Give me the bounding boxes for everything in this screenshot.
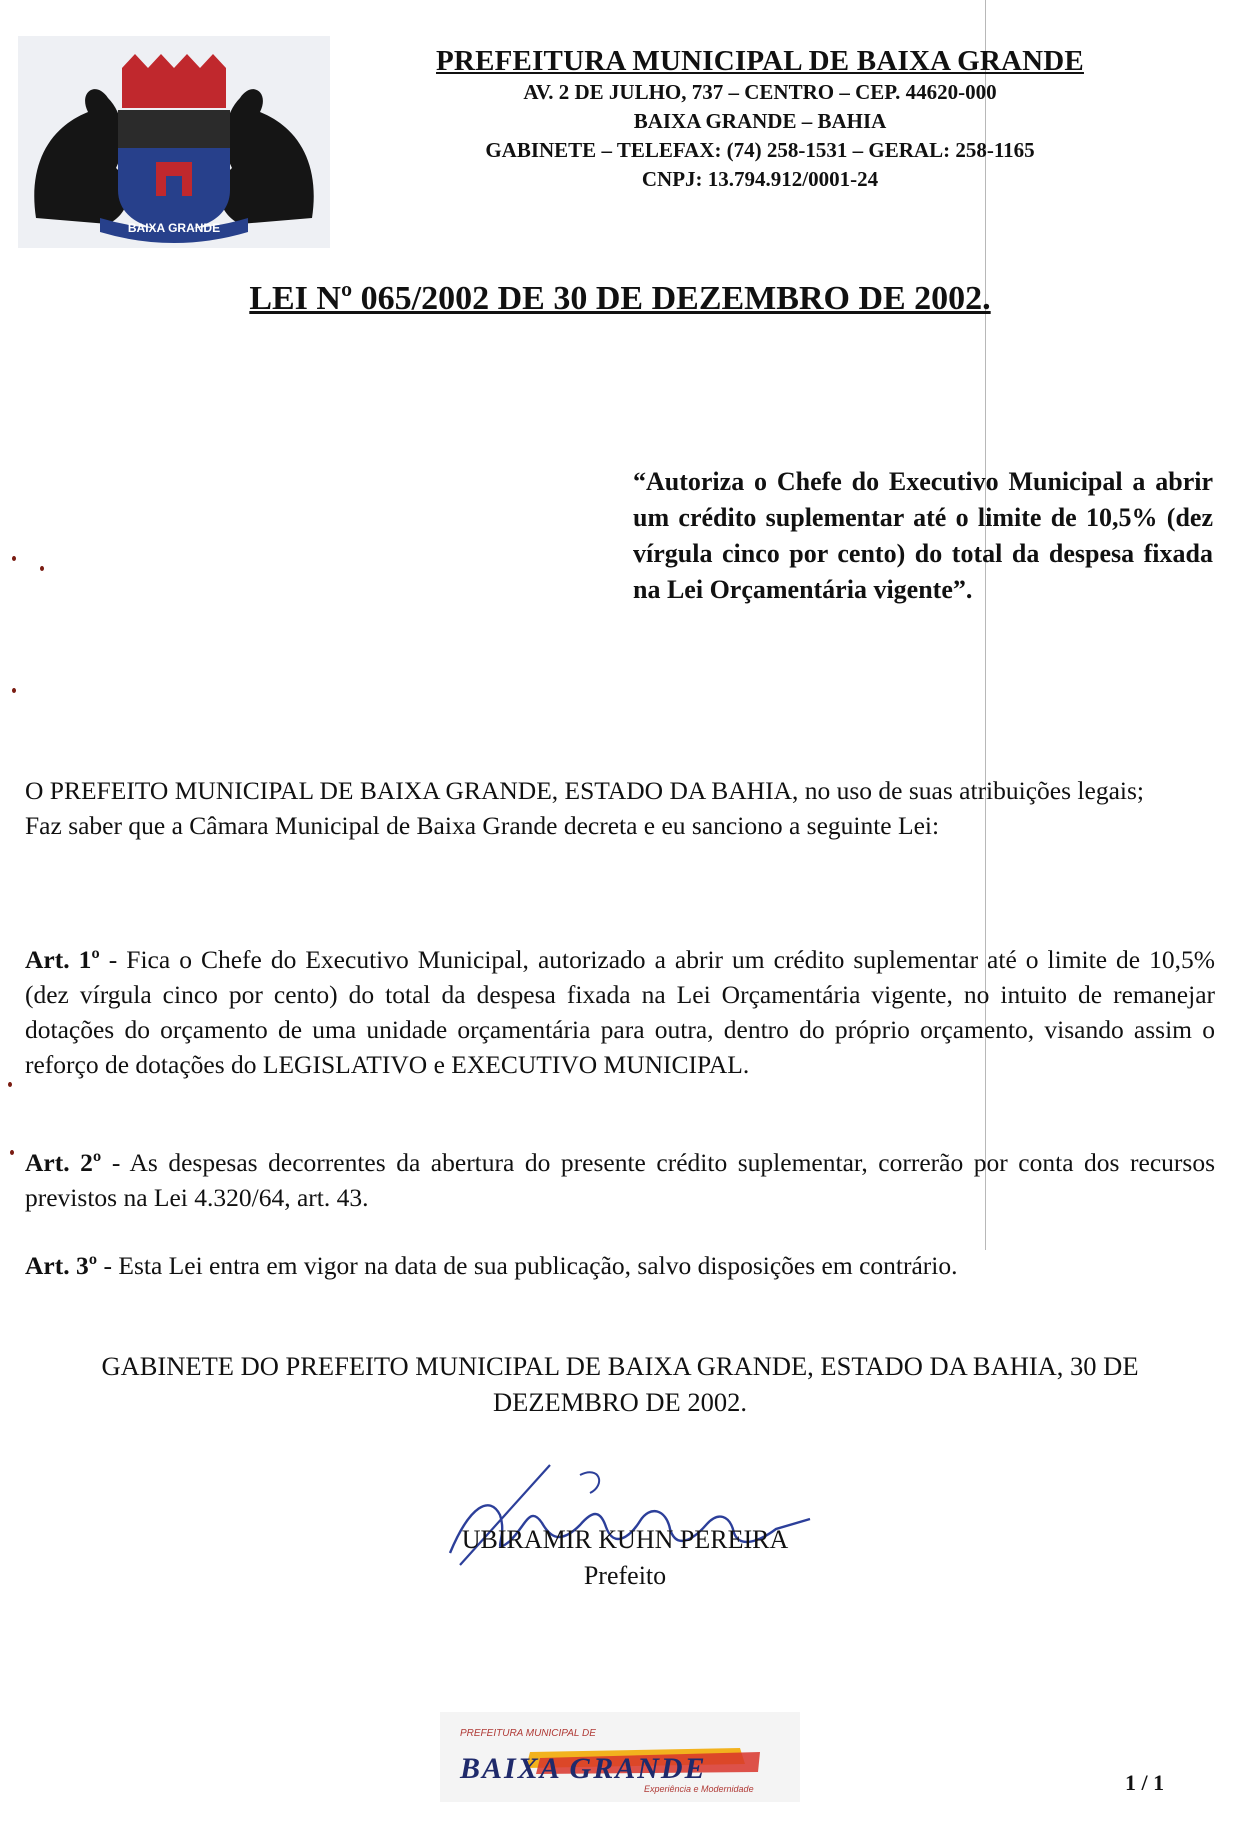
article-3-text: - Esta Lei entra em vigor na data de sua publicação, salvo disposições em contrário. <box>97 1251 958 1280</box>
footer-logo-tagline: Experiência e Modernidade <box>644 1784 754 1794</box>
signer-role: Prefeito <box>583 1561 667 1590</box>
footer-logo <box>440 1712 800 1802</box>
article-1-text: - Fica o Chefe do Executivo Municipal, autorizado a abrir um crédito suplementar até o limite de 10,5% (dez vírgula cinco por cento) do total da despesa fixada na Lei Orçamentária vigente, no intuito de remanejar dotações do orçamento de uma unidade orçamentária para outra, dentro do próprio orçamento, visando assim o reforço de dotações do LEGISLATIVO e EXECUTIVO MUNICIPAL. <box>25 945 1215 1079</box>
law-title: LEI Nº 065/2002 DE 30 DE DEZEMBRO DE 2002. <box>249 280 991 317</box>
article-1-label: Art. 1º <box>25 945 100 974</box>
signer-name: UBIRAMIR KUHN PEREIRA <box>461 1525 789 1554</box>
signer-block <box>0 1522 1240 1594</box>
article-2 <box>25 1145 1215 1215</box>
preamble-line-2: Faz saber que a Câmara Municipal de Baixa Grande decreta e eu sanciono a seguinte Lei: <box>25 811 940 840</box>
scan-speck <box>8 1082 12 1087</box>
municipal-coat-of-arms <box>18 36 330 248</box>
article-2-text: - As despesas decorrentes da abertura do presente crédito suplementar, correrão por conta dos recursos previstos na Lei 4.320/64, art. 43. <box>25 1148 1215 1212</box>
article-3 <box>25 1248 1215 1283</box>
letterhead <box>400 44 1120 194</box>
law-summary: “Autoriza o Chefe do Executivo Municipal a abrir um crédito suplementar até o limite de 10,5% (dez vírgula cinco por cento) do total da despesa fixada na Lei Orçamentária vigente”. <box>633 467 1213 604</box>
emblem-ribbon-text: BAIXA GRANDE <box>127 221 221 235</box>
letterhead-address: AV. 2 DE JULHO, 737 – CENTRO – CEP. 44620-000 <box>523 80 997 104</box>
preamble-line-1: O PREFEITO MUNICIPAL DE BAIXA GRANDE, ESTADO DA BAHIA, no uso de suas atribuições legais; <box>25 776 1144 805</box>
scan-speck <box>12 556 16 561</box>
letterhead-city: BAIXA GRANDE – BAHIA <box>633 109 887 133</box>
article-1 <box>25 942 1215 1082</box>
article-2-label: Art. 2º <box>25 1148 102 1177</box>
letterhead-cnpj: CNPJ: 13.794.912/0001-24 <box>641 167 879 191</box>
footer-logo-name: BAIXA GRANDE <box>460 1752 707 1785</box>
page-number: 1 / 1 <box>1125 1770 1165 1795</box>
letterhead-title: PREFEITURA MUNICIPAL DE BAIXA GRANDE <box>436 45 1084 77</box>
footer-logo-top: PREFEITURA MUNICIPAL DE <box>460 1728 596 1739</box>
preamble <box>25 773 1215 843</box>
letterhead-phones: GABINETE – TELEFAX: (74) 258-1531 – GERAL: 258-1165 <box>485 138 1035 162</box>
scan-speck <box>40 566 44 571</box>
scan-speck <box>12 688 16 693</box>
scan-speck <box>10 1150 14 1155</box>
closing-statement: GABINETE DO PREFEITO MUNICIPAL DE BAIXA GRANDE, ESTADO DA BAHIA, 30 DE DEZEMBRO DE 2002. <box>101 1351 1139 1417</box>
article-3-label: Art. 3º <box>25 1251 98 1280</box>
